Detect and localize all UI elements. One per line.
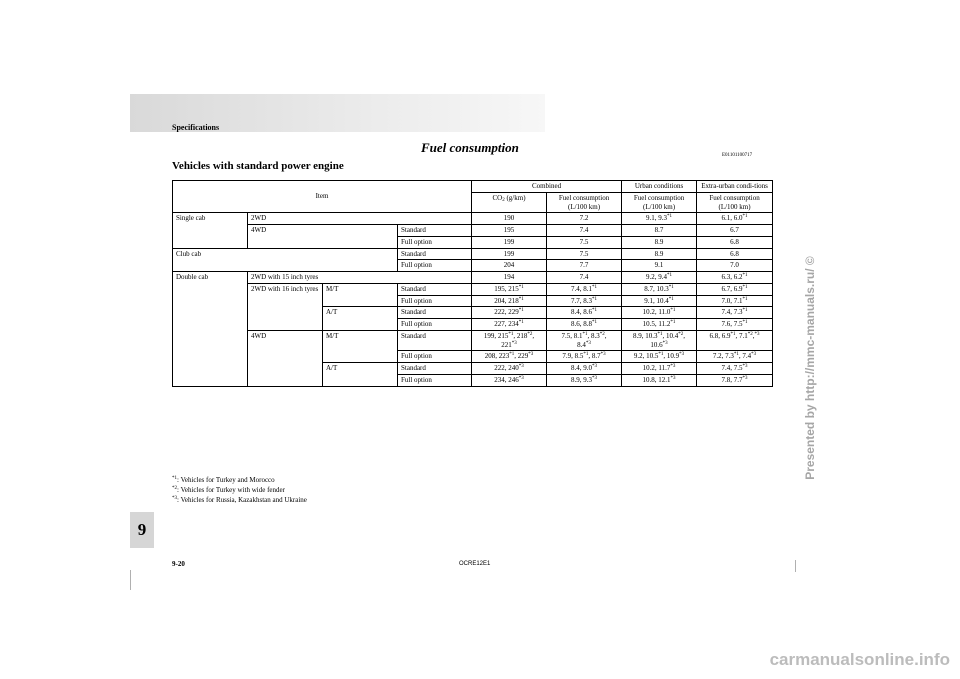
table-row	[173, 225, 773, 237]
cell-co2: 222, 240$^{*3}$	[472, 363, 547, 375]
footnotes	[172, 475, 307, 505]
cell-extra: 7.8, 7.7$^{*3}$	[697, 374, 773, 386]
table-row	[173, 283, 773, 295]
cell-combined: 7.5	[547, 236, 622, 248]
footnote: $^{*3}$: Vehicles for Russia, Kazakhstan and Ukraine	[172, 496, 307, 504]
label-double-cab: Double cab	[173, 272, 248, 387]
watermark: Presented by http://mmc-manuals.ru/ ©	[803, 256, 817, 480]
label-standard: Standard	[398, 363, 472, 375]
cell-combined: 8.6, 8.8$^{*1}$	[547, 319, 622, 331]
label-full-option: Full option	[398, 351, 472, 363]
label-4wd: 4WD	[248, 225, 398, 249]
cell-urban: 8.9	[622, 236, 697, 248]
cell-urban: 9.2, 10.5$^{*1}$, 10.9$^{*3}$	[622, 351, 697, 363]
cell-urban: 8.9, 10.3$^{*1}$, 10.4$^{*2}$, 10.6$^{*3}$	[622, 330, 697, 351]
cell-urban: 10.2, 11.7$^{*3}$	[622, 363, 697, 375]
label-2wd-16: 2WD with 16 inch tyres	[248, 283, 323, 330]
header-extra-urban: Extra-urban condi-tions	[697, 181, 773, 193]
cell-co2: 199, 215$^{*1}$, 218$^{*2}$, 221$^{*3}$	[472, 330, 547, 351]
cell-urban: 8.9	[622, 248, 697, 260]
cell-urban: 9.1, 10.4$^{*1}$	[622, 295, 697, 307]
cell-co2: 222, 229$^{*1}$	[472, 307, 547, 319]
fuel-consumption-table	[172, 180, 773, 387]
label-mt: M/T	[323, 330, 398, 362]
cell-combined: 7.2	[547, 213, 622, 225]
doc-code: E01101100717	[722, 153, 753, 158]
header-fuel-extra: Fuel consumption (L/100 km)	[697, 192, 773, 213]
label-full-option: Full option	[398, 295, 472, 307]
cell-combined: 7.5, 8.1$^{*1}$, 8.3$^{*2}$, 8.4$^{*3}$	[547, 330, 622, 351]
cell-combined: 7.7, 8.3$^{*1}$	[547, 295, 622, 307]
label-mt: M/T	[323, 283, 398, 307]
header-co2: $CO_2$ (g/km)	[472, 192, 547, 213]
cell-extra: 6.7, 6.9$^{*1}$	[697, 283, 773, 295]
table-row	[173, 330, 773, 351]
footnote: $^{*1}$: Vehicles for Turkey and Morocco	[172, 476, 275, 484]
site-url: carmanualsonline.info	[769, 650, 950, 669]
label-full-option: Full option	[398, 374, 472, 386]
cell-co2: 195	[472, 225, 547, 237]
cell-combined: 7.4	[547, 225, 622, 237]
label-full-option: Full option	[398, 319, 472, 331]
page-number: 9-20	[172, 560, 185, 568]
footnote: $^{*2}$: Vehicles for Turkey with wide fender	[172, 486, 285, 494]
cell-combined: 7.5	[547, 248, 622, 260]
cell-co2: 227, 234$^{*1}$	[472, 319, 547, 331]
cell-extra: 6.8, 6.9$^{*1}$, 7.1$^{*2}$,$^{*3}$	[697, 330, 773, 351]
header-item: Item	[173, 181, 472, 213]
label-standard: Standard	[398, 248, 472, 260]
table-row	[173, 213, 773, 225]
header-urban: Urban conditions	[622, 181, 697, 193]
cell-extra: 7.4, 7.3$^{*1}$	[697, 307, 773, 319]
label-at: A/T	[323, 307, 398, 331]
cell-extra: 7.0	[697, 260, 773, 272]
label-at: A/T	[323, 363, 398, 387]
header-fuel-urban: Fuel consumption (L/100 km)	[622, 192, 697, 213]
header-fuel-combined: Fuel consumption (L/100 km)	[547, 192, 622, 213]
cell-co2: 199	[472, 248, 547, 260]
label-standard: Standard	[398, 307, 472, 319]
crop-mark	[130, 570, 131, 590]
cell-extra: 6.8	[697, 236, 773, 248]
cell-urban: 9.1, 9.3$^{*1}$	[622, 213, 697, 225]
cell-extra: 7.2, 7.3$^{*1}$, 7.4$^{*3}$	[697, 351, 773, 363]
table-row	[173, 248, 773, 260]
label-4wd: 4WD	[248, 330, 323, 386]
cell-urban: 9.2, 9.4$^{*1}$	[622, 272, 697, 284]
cell-co2: 190	[472, 213, 547, 225]
header-combined: Combined	[472, 181, 622, 193]
cell-urban: 10.5, 11.2$^{*1}$	[622, 319, 697, 331]
label-standard: Standard	[398, 283, 472, 295]
label-full-option: Full option	[398, 236, 472, 248]
label-2wd-15: 2WD with 15 inch tyres	[248, 272, 472, 284]
cell-combined: 8.4, 8.6$^{*1}$	[547, 307, 622, 319]
page-title: Fuel consumption	[421, 140, 519, 155]
cell-extra: 6.1, 6.0$^{*1}$	[697, 213, 773, 225]
cell-extra: 7.0, 7.1$^{*1}$	[697, 295, 773, 307]
table-header-row	[173, 181, 773, 193]
cell-urban: 10.2, 11.0$^{*1}$	[622, 307, 697, 319]
cell-urban: 8.7, 10.3$^{*1}$	[622, 283, 697, 295]
cell-extra: 7.4, 7.5$^{*3}$	[697, 363, 773, 375]
cell-combined: 7.4	[547, 272, 622, 284]
cell-co2: 204, 218$^{*1}$	[472, 295, 547, 307]
label-2wd: 2WD	[248, 213, 472, 225]
cell-urban: 8.7	[622, 225, 697, 237]
cell-combined: 7.9, 8.5$^{*1}$, 8.7$^{*3}$	[547, 351, 622, 363]
section-label: Specifications	[172, 123, 220, 132]
manual-code: OCRE12E1	[459, 561, 491, 567]
cell-extra: 7.6, 7.5$^{*1}$	[697, 319, 773, 331]
crop-mark	[795, 560, 796, 572]
label-full-option: Full option	[398, 260, 472, 272]
label-standard: Standard	[398, 225, 472, 237]
cell-combined: 7.4, 8.1$^{*1}$	[547, 283, 622, 295]
cell-combined: 8.9, 9.3$^{*3}$	[547, 374, 622, 386]
cell-co2: 204	[472, 260, 547, 272]
label-single-cab: Single cab	[173, 213, 248, 248]
cell-combined: 8.4, 9.0$^{*3}$	[547, 363, 622, 375]
cell-co2: 208, 223$^{*1}$, 229$^{*3}$	[472, 351, 547, 363]
table-row	[173, 272, 773, 284]
cell-urban: 9.1	[622, 260, 697, 272]
label-club-cab: Club cab	[173, 248, 398, 272]
cell-extra: 6.8	[697, 248, 773, 260]
chapter-tab: 9	[130, 512, 154, 548]
cell-combined: 7.7	[547, 260, 622, 272]
cell-urban: 10.8, 12.1$^{*3}$	[622, 374, 697, 386]
cell-co2: 234, 246$^{*3}$	[472, 374, 547, 386]
cell-co2: 195, 215$^{*1}$	[472, 283, 547, 295]
cell-extra: 6.7	[697, 225, 773, 237]
cell-co2: 199	[472, 236, 547, 248]
cell-co2: 194	[472, 272, 547, 284]
label-standard: Standard	[398, 330, 472, 351]
cell-extra: 6.3, 6.2$^{*1}$	[697, 272, 773, 284]
sub-title: Vehicles with standard power engine	[172, 160, 344, 172]
